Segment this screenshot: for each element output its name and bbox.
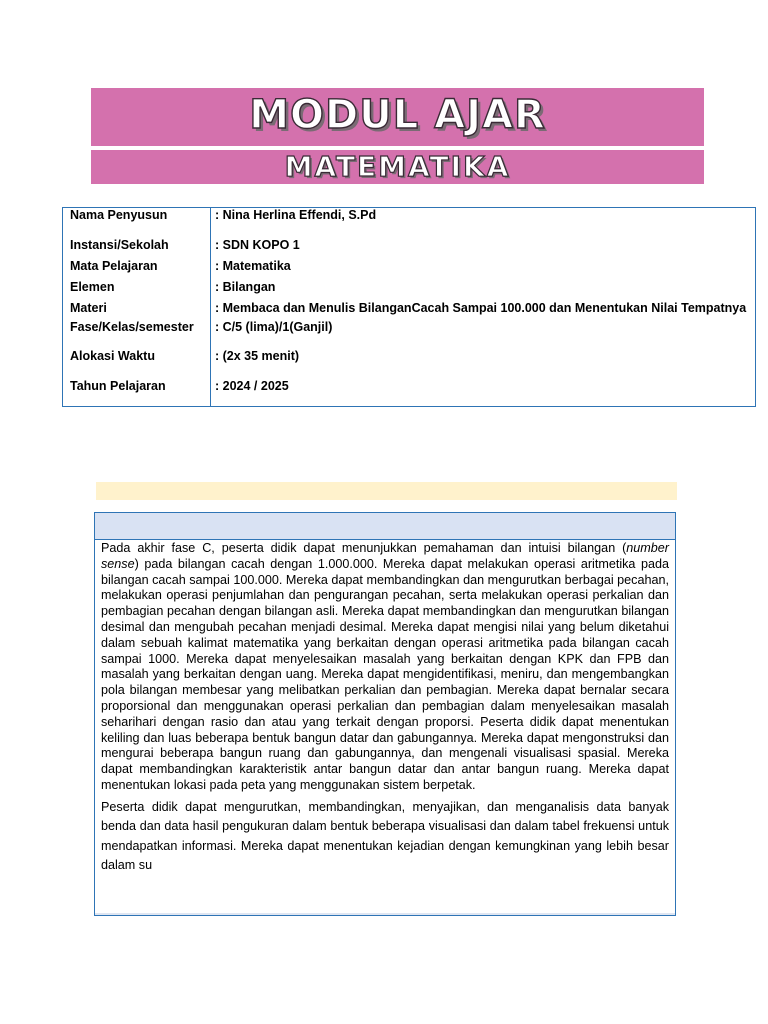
info-label: Tahun Pelajaran [70, 379, 166, 393]
info-value: : (2x 35 menit) [215, 349, 300, 363]
info-value: : Membaca dan Menulis BilanganCacah Sampai 100.000 dan Menentukan Nilai Tempatnya [215, 301, 747, 315]
learning-outcomes-box [94, 512, 676, 916]
info-value: : 2024 / 2025 [215, 379, 289, 393]
info-value: : Matematika [215, 259, 291, 273]
info-label: Fase/Kelas/semester [70, 320, 194, 334]
learning-outcomes-paragraph-2: Peserta didik dapat mengurutkan, membandingkan, menyajikan, dan menganalisis data banyak benda dan data hasil pengukuran dalam bentuk beberapa visualisasi dan dalam tabel frekuensi untuk mendapatkan informasi. Mereka dapat menentukan kejadian dengan kemungkinan yang lebih besar dalam su [101, 799, 669, 873]
info-value: : Bilangan [215, 280, 276, 294]
banner-title: MODUL AJAR [249, 92, 546, 138]
banner-subtitle: MATEMATIKA [284, 150, 511, 183]
section-header-bar [96, 482, 677, 500]
paragraph-text: Pada akhir fase C, peserta didik dapat menunjukkan pemahaman dan intuisi bilangan ( [101, 541, 627, 555]
info-label: Materi [70, 301, 107, 315]
learning-outcomes-bottom-edge [95, 913, 675, 915]
info-label: Instansi/Sekolah [70, 238, 169, 252]
info-value: : Nina Herlina Effendi, S.Pd [215, 208, 377, 222]
info-value: : C/5 (lima)/1(Ganjil) [215, 320, 333, 334]
info-label: Mata Pelajaran [70, 259, 158, 273]
info-label: Alokasi Waktu [70, 349, 155, 363]
title-banner [91, 88, 704, 184]
learning-outcomes-header [95, 513, 675, 540]
learning-outcomes-text [101, 541, 669, 876]
info-label: Nama Penyusun [70, 208, 168, 222]
info-label: Elemen [70, 280, 115, 294]
paragraph-text: ) pada bilangan cacah dengan 1.000.000. Mereka dapat melakukan operasi aritmetika pada bilangan cacah sampai 100.000. Mereka dapat membandingkan dan mengurutkan berbagai pecahan, melakukan operasi penjumlahan dan pengurangan pecahan, serta melakukan operasi perkalian dan pembagian pecahan dengan bilangan asli. Mereka dapat membandingkan dan mengurutkan bilangan desimal dan mengubah pecahan menjadi desimal. Mereka dapat mengisi nilai yang belum diketahui dalam sebuah kalimat matematika yang berkaitan dengan operasi aritmetika pada bilangan cacah sampai 1000. Mereka dapat menyelesaikan masalah yang berkaitan dengan KPK dan FPB dan masalah yang berkaitan dengan uang. Mereka dapat mengidentifikasi, meniru, dan mengembangkan pola bilangan membesar yang melibatkan perkalian dan pembagian. Mereka dapat bernalar secara proporsional dan menggunakan operasi perkalian dan pembagian dalam menyelesaikan masalah seharihari dengan rasio dan atau yang terkait dengan proporsi. Peserta didik dapat menentukan keliling dan luas beberapa bentuk bangun datar dan gabungannya. Mereka dapat mengonstruksi dan mengurai beberapa bangun ruang dan gabungannya, dan mengenali visualisasi spasial. Mereka dapat membandingkan karakteristik antar bangun datar dan antar bangun ruang. Mereka dapat menentukan lokasi pada peta yang menggunakan sistem berpetak. [101, 556, 669, 792]
identity-table-divider [210, 208, 211, 406]
paragraph-italic-text: number sense [101, 541, 669, 571]
identity-table [62, 207, 756, 407]
info-value: : SDN KOPO 1 [215, 238, 300, 252]
learning-outcomes-paragraph-1 [101, 541, 669, 794]
